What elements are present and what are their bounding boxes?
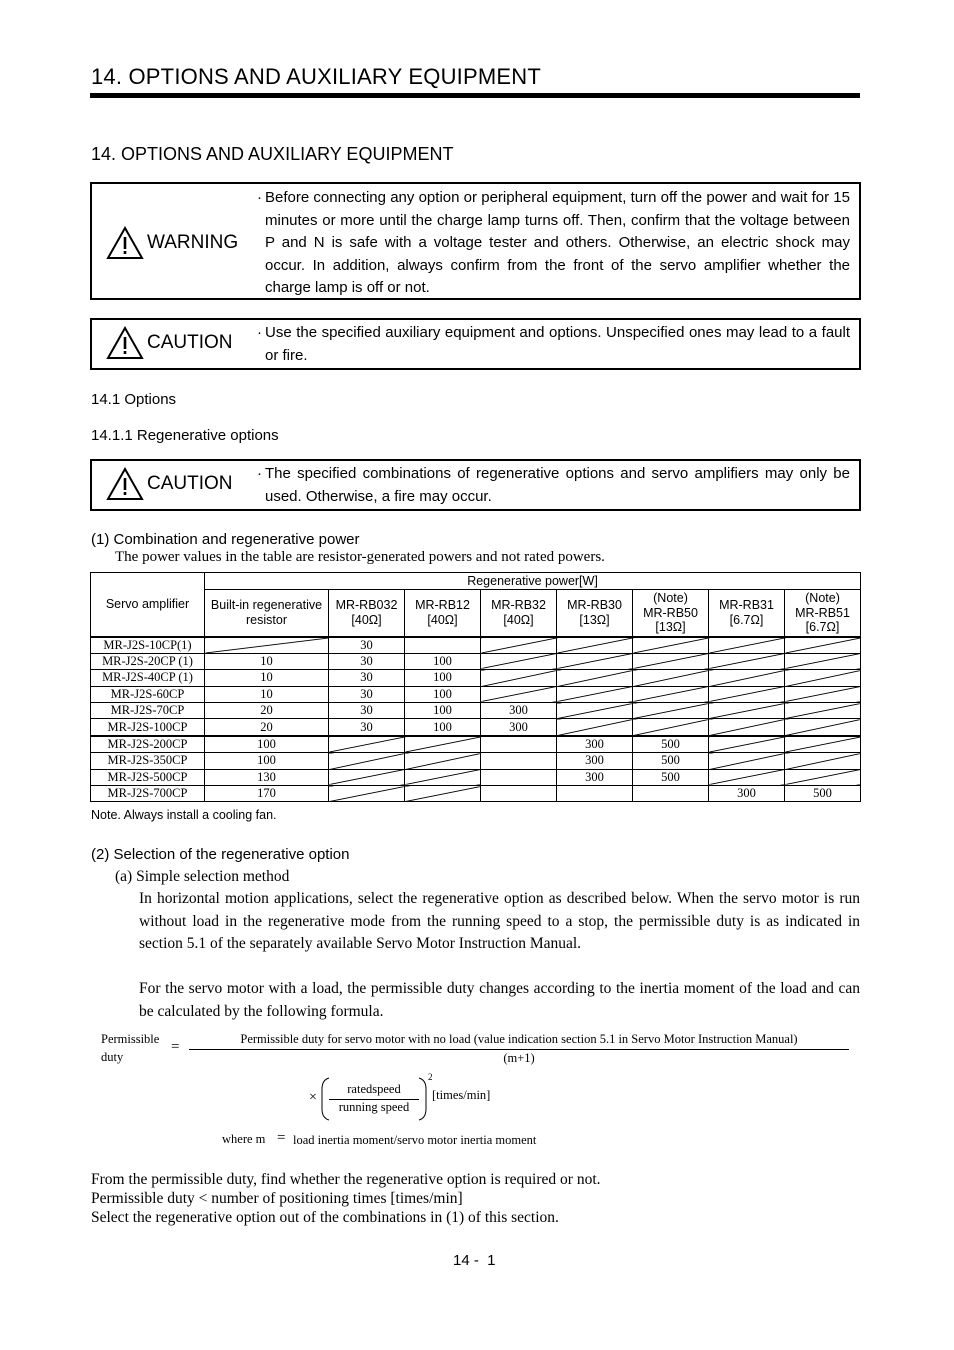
column-header — [557, 590, 633, 637]
column-header-line: MR-RB32 — [491, 598, 546, 613]
right-brace-icon — [418, 1077, 428, 1121]
column-header-line: [40Ω] — [503, 612, 534, 627]
closing-line-1: From the permissible duty, find whether the regenerative option is required or not. — [91, 1171, 601, 1188]
caution-triangle-icon — [106, 467, 144, 501]
section-title: 14. OPTIONS AND AUXILIARY EQUIPMENT — [91, 144, 454, 164]
table-row — [91, 769, 861, 785]
warning-box — [90, 182, 861, 300]
not-applicable-cell — [785, 736, 861, 753]
power-value-cell: 100 — [405, 670, 481, 686]
power-value-cell — [481, 736, 557, 753]
power-value-cell: 500 — [633, 753, 709, 769]
not-applicable-cell — [709, 769, 785, 785]
formula-numerator: Permissible duty for servo motor with no load (value indication section 5.1 in Servo Motor Instruction Manual) — [240, 1032, 798, 1046]
not-applicable-cell — [633, 653, 709, 669]
caution-text-block — [257, 322, 850, 367]
servo-amplifier-cell: MR-J2S-40CP (1) — [91, 670, 205, 686]
heading-simple-method: (a) Simple selection method — [115, 868, 290, 885]
servo-amplifier-cell: MR-J2S-20CP (1) — [91, 653, 205, 669]
power-value-cell: 100 — [405, 703, 481, 719]
power-value-cell: 100 — [205, 753, 329, 769]
power-value-cell: 130 — [205, 769, 329, 785]
power-value-cell: 300 — [557, 769, 633, 785]
not-applicable-cell — [329, 786, 405, 802]
servo-amplifier-cell: MR-J2S-100CP — [91, 719, 205, 736]
table-row — [91, 637, 861, 654]
formula-where-text: load inertia moment/servo motor inertia moment — [293, 1133, 537, 1147]
power-value-cell: 100 — [405, 719, 481, 736]
header-rule — [90, 93, 860, 98]
table-column-header-row — [91, 590, 861, 637]
not-applicable-cell — [709, 686, 785, 702]
not-applicable-cell — [785, 769, 861, 785]
caution-label-text: CAUTION — [147, 332, 233, 353]
column-header — [329, 590, 405, 637]
power-value-cell: 10 — [205, 653, 329, 669]
not-applicable-cell — [557, 637, 633, 654]
power-value-cell: 30 — [329, 703, 405, 719]
not-applicable-cell — [405, 769, 481, 785]
heading-regen-options: 14.1.1 Regenerative options — [91, 427, 279, 444]
column-header — [205, 590, 329, 637]
table-row — [91, 653, 861, 669]
formula-where-label: where m — [222, 1132, 266, 1146]
power-value-cell: 300 — [709, 786, 785, 802]
table-row — [91, 736, 861, 753]
closing-line-3: Select the regenerative option out of the combinations in (1) of this section. — [91, 1209, 559, 1226]
servo-amplifier-header: Servo amplifier — [91, 573, 205, 637]
column-header-line: [6.7Ω] — [729, 612, 764, 627]
heading-selection: (2) Selection of the regenerative option — [91, 846, 350, 863]
paragraph-horizontal-motion: In horizontal motion applications, select the regenerative option as described below. When the servo motor is run without load in the regenerative mode from the running speed to a stop, the permissible duty is as indicated in section 5.1 of the separately available Servo Motor Instruction Manual. — [139, 890, 860, 952]
not-applicable-cell — [481, 670, 557, 686]
power-value-cell: 30 — [329, 686, 405, 702]
caution-label-text: CAUTION — [147, 473, 233, 494]
not-applicable-cell — [481, 686, 557, 702]
formula-ratio-numerator: ratedspeed — [347, 1082, 401, 1096]
power-value-cell: 300 — [481, 719, 557, 736]
table-row — [91, 686, 861, 702]
regenerative-power-table — [90, 572, 861, 802]
power-value-cell: 10 — [205, 686, 329, 702]
formula-lhs-line1: Permissible — [101, 1032, 160, 1046]
warning-bullet: · — [257, 189, 262, 206]
closing-line-2: Permissible duty < number of positioning times [times/min] — [91, 1190, 463, 1207]
power-value-cell: 300 — [481, 703, 557, 719]
not-applicable-cell — [709, 753, 785, 769]
power-value-cell: 10 — [205, 670, 329, 686]
table-header-row — [91, 573, 861, 590]
table-row — [91, 670, 861, 686]
not-applicable-cell — [205, 637, 329, 654]
column-header-line: MR-RB032 — [335, 598, 398, 613]
servo-amplifier-cell: MR-J2S-700CP — [91, 786, 205, 802]
not-applicable-cell — [329, 736, 405, 753]
power-value-cell: 500 — [633, 736, 709, 753]
column-header-line: MR-RB12 — [415, 598, 470, 613]
not-applicable-cell — [709, 637, 785, 654]
formula-lhs-line2: duty — [101, 1050, 124, 1064]
not-applicable-cell — [709, 703, 785, 719]
page-number: 14 - 1 — [453, 1252, 496, 1269]
regenerative-power-header: Regenerative power[W] — [205, 573, 861, 590]
power-value-cell — [481, 786, 557, 802]
power-value-cell: 30 — [329, 653, 405, 669]
power-value-cell: 300 — [557, 736, 633, 753]
not-applicable-cell — [329, 769, 405, 785]
column-header-line: [40Ω] — [427, 612, 458, 627]
not-applicable-cell — [633, 637, 709, 654]
column-header-line: (Note) — [805, 591, 840, 605]
not-applicable-cell — [481, 653, 557, 669]
power-value-cell — [405, 637, 481, 654]
caution-bullet: · — [257, 465, 262, 482]
caution-text: The specified combinations of regenerative options and servo amplifiers may only be used. Otherwise, a fire may occur. — [265, 465, 850, 505]
not-applicable-cell — [405, 753, 481, 769]
column-header — [785, 590, 861, 637]
heading-combination: (1) Combination and regenerative power — [91, 531, 360, 548]
column-header-line: MR-RB51 — [795, 605, 850, 620]
servo-amplifier-cell: MR-J2S-10CP(1) — [91, 637, 205, 654]
warning-text-block — [257, 187, 850, 300]
power-value-cell — [481, 753, 557, 769]
not-applicable-cell — [633, 670, 709, 686]
power-value-cell: 100 — [405, 686, 481, 702]
caution-box-auxiliary — [90, 318, 861, 370]
formula-ratio-denominator: running speed — [338, 1100, 410, 1114]
not-applicable-cell — [557, 670, 633, 686]
not-applicable-cell — [785, 686, 861, 702]
column-header-line: MR-RB31 — [719, 598, 774, 613]
power-value-cell — [633, 786, 709, 802]
column-header-line: (Note) — [653, 591, 688, 605]
formula-equals: = — [171, 1039, 180, 1055]
power-value-cell — [481, 769, 557, 785]
column-header-line: [6.7Ω] — [805, 620, 840, 634]
warning-label-text: WARNING — [147, 232, 239, 253]
power-value-cell: 100 — [405, 653, 481, 669]
table-row — [91, 753, 861, 769]
not-applicable-cell — [405, 736, 481, 753]
column-header-line: MR-RB30 — [567, 598, 622, 613]
caution-box-regenerative — [90, 459, 861, 511]
column-header — [481, 590, 557, 637]
formula-times: × — [309, 1090, 317, 1105]
power-value-cell: 300 — [557, 753, 633, 769]
not-applicable-cell — [557, 686, 633, 702]
formula-exponent: 2 — [428, 1072, 433, 1082]
not-applicable-cell — [709, 719, 785, 736]
not-applicable-cell — [785, 719, 861, 736]
combination-note: The power values in the table are resistor-generated powers and not rated powers. — [115, 549, 605, 565]
not-applicable-cell — [633, 703, 709, 719]
not-applicable-cell — [709, 670, 785, 686]
not-applicable-cell — [785, 637, 861, 654]
formula-where-equals: = — [277, 1130, 286, 1146]
power-value-cell: 100 — [205, 736, 329, 753]
table-note: Note. Always install a cooling fan. — [91, 808, 277, 822]
power-value-cell: 20 — [205, 719, 329, 736]
power-value-cell: 20 — [205, 703, 329, 719]
power-value-cell: 30 — [329, 670, 405, 686]
not-applicable-cell — [709, 653, 785, 669]
caution-triangle-icon — [106, 326, 144, 360]
paragraph-load-duty: For the servo motor with a load, the permissible duty changes according to the inertia moment of the load and can be calculated by the following formula. — [139, 980, 860, 1020]
power-value-cell: 500 — [785, 786, 861, 802]
not-applicable-cell — [557, 653, 633, 669]
page-header-title: 14. OPTIONS AND AUXILIARY EQUIPMENT — [91, 64, 541, 89]
servo-amplifier-cell: MR-J2S-500CP — [91, 769, 205, 785]
not-applicable-cell — [785, 753, 861, 769]
heading-options: 14.1 Options — [91, 391, 177, 408]
column-header-line: [13Ω] — [655, 620, 686, 634]
caution-text: Use the specified auxiliary equipment and options. Unspecified ones may lead to a fault or fire. — [265, 324, 850, 364]
not-applicable-cell — [329, 753, 405, 769]
caution-bullet: · — [257, 324, 262, 341]
table-row — [91, 703, 861, 719]
power-value-cell: 170 — [205, 786, 329, 802]
not-applicable-cell — [557, 719, 633, 736]
power-value-cell — [557, 786, 633, 802]
not-applicable-cell — [633, 719, 709, 736]
warning-triangle-icon — [106, 226, 144, 260]
power-value-cell: 30 — [329, 719, 405, 736]
column-header — [633, 590, 709, 637]
warning-text: Before connecting any option or peripheral equipment, turn off the power and wait for 15 minutes or more until the charge lamp turns off. Then, confirm that the voltage between P and N is safe with a voltage tester and others. Otherwise, an electric shock may occur. In addition, always confirm from the front of the servo amplifier whether the charge lamp is off or not. — [265, 189, 850, 297]
not-applicable-cell — [785, 670, 861, 686]
not-applicable-cell — [633, 686, 709, 702]
column-header — [709, 590, 785, 637]
caution-label — [106, 326, 233, 360]
not-applicable-cell — [405, 786, 481, 802]
column-header — [405, 590, 481, 637]
caution-label — [106, 467, 233, 501]
not-applicable-cell — [481, 637, 557, 654]
column-header-line: resistor — [246, 612, 287, 627]
not-applicable-cell — [557, 703, 633, 719]
column-header-line: Built-in regenerative — [210, 598, 323, 613]
servo-amplifier-cell: MR-J2S-70CP — [91, 703, 205, 719]
not-applicable-cell — [785, 703, 861, 719]
formula-fraction-bar — [189, 1049, 849, 1050]
column-header-line: MR-RB50 — [643, 605, 698, 620]
formula-denominator: (m+1) — [503, 1051, 535, 1065]
power-value-cell: 500 — [633, 769, 709, 785]
warning-label — [106, 226, 238, 260]
servo-amplifier-cell: MR-J2S-200CP — [91, 736, 205, 753]
column-header-line: [13Ω] — [579, 612, 610, 627]
power-value-cell: 30 — [329, 637, 405, 654]
not-applicable-cell — [709, 736, 785, 753]
table-row — [91, 786, 861, 802]
formula-unit: [times/min] — [432, 1088, 491, 1102]
servo-amplifier-cell: MR-J2S-350CP — [91, 753, 205, 769]
servo-amplifier-cell: MR-J2S-60CP — [91, 686, 205, 702]
table-row — [91, 719, 861, 736]
table-body — [91, 637, 861, 802]
column-header-line: [40Ω] — [351, 612, 382, 627]
caution-text-block — [257, 463, 850, 508]
not-applicable-cell — [785, 653, 861, 669]
